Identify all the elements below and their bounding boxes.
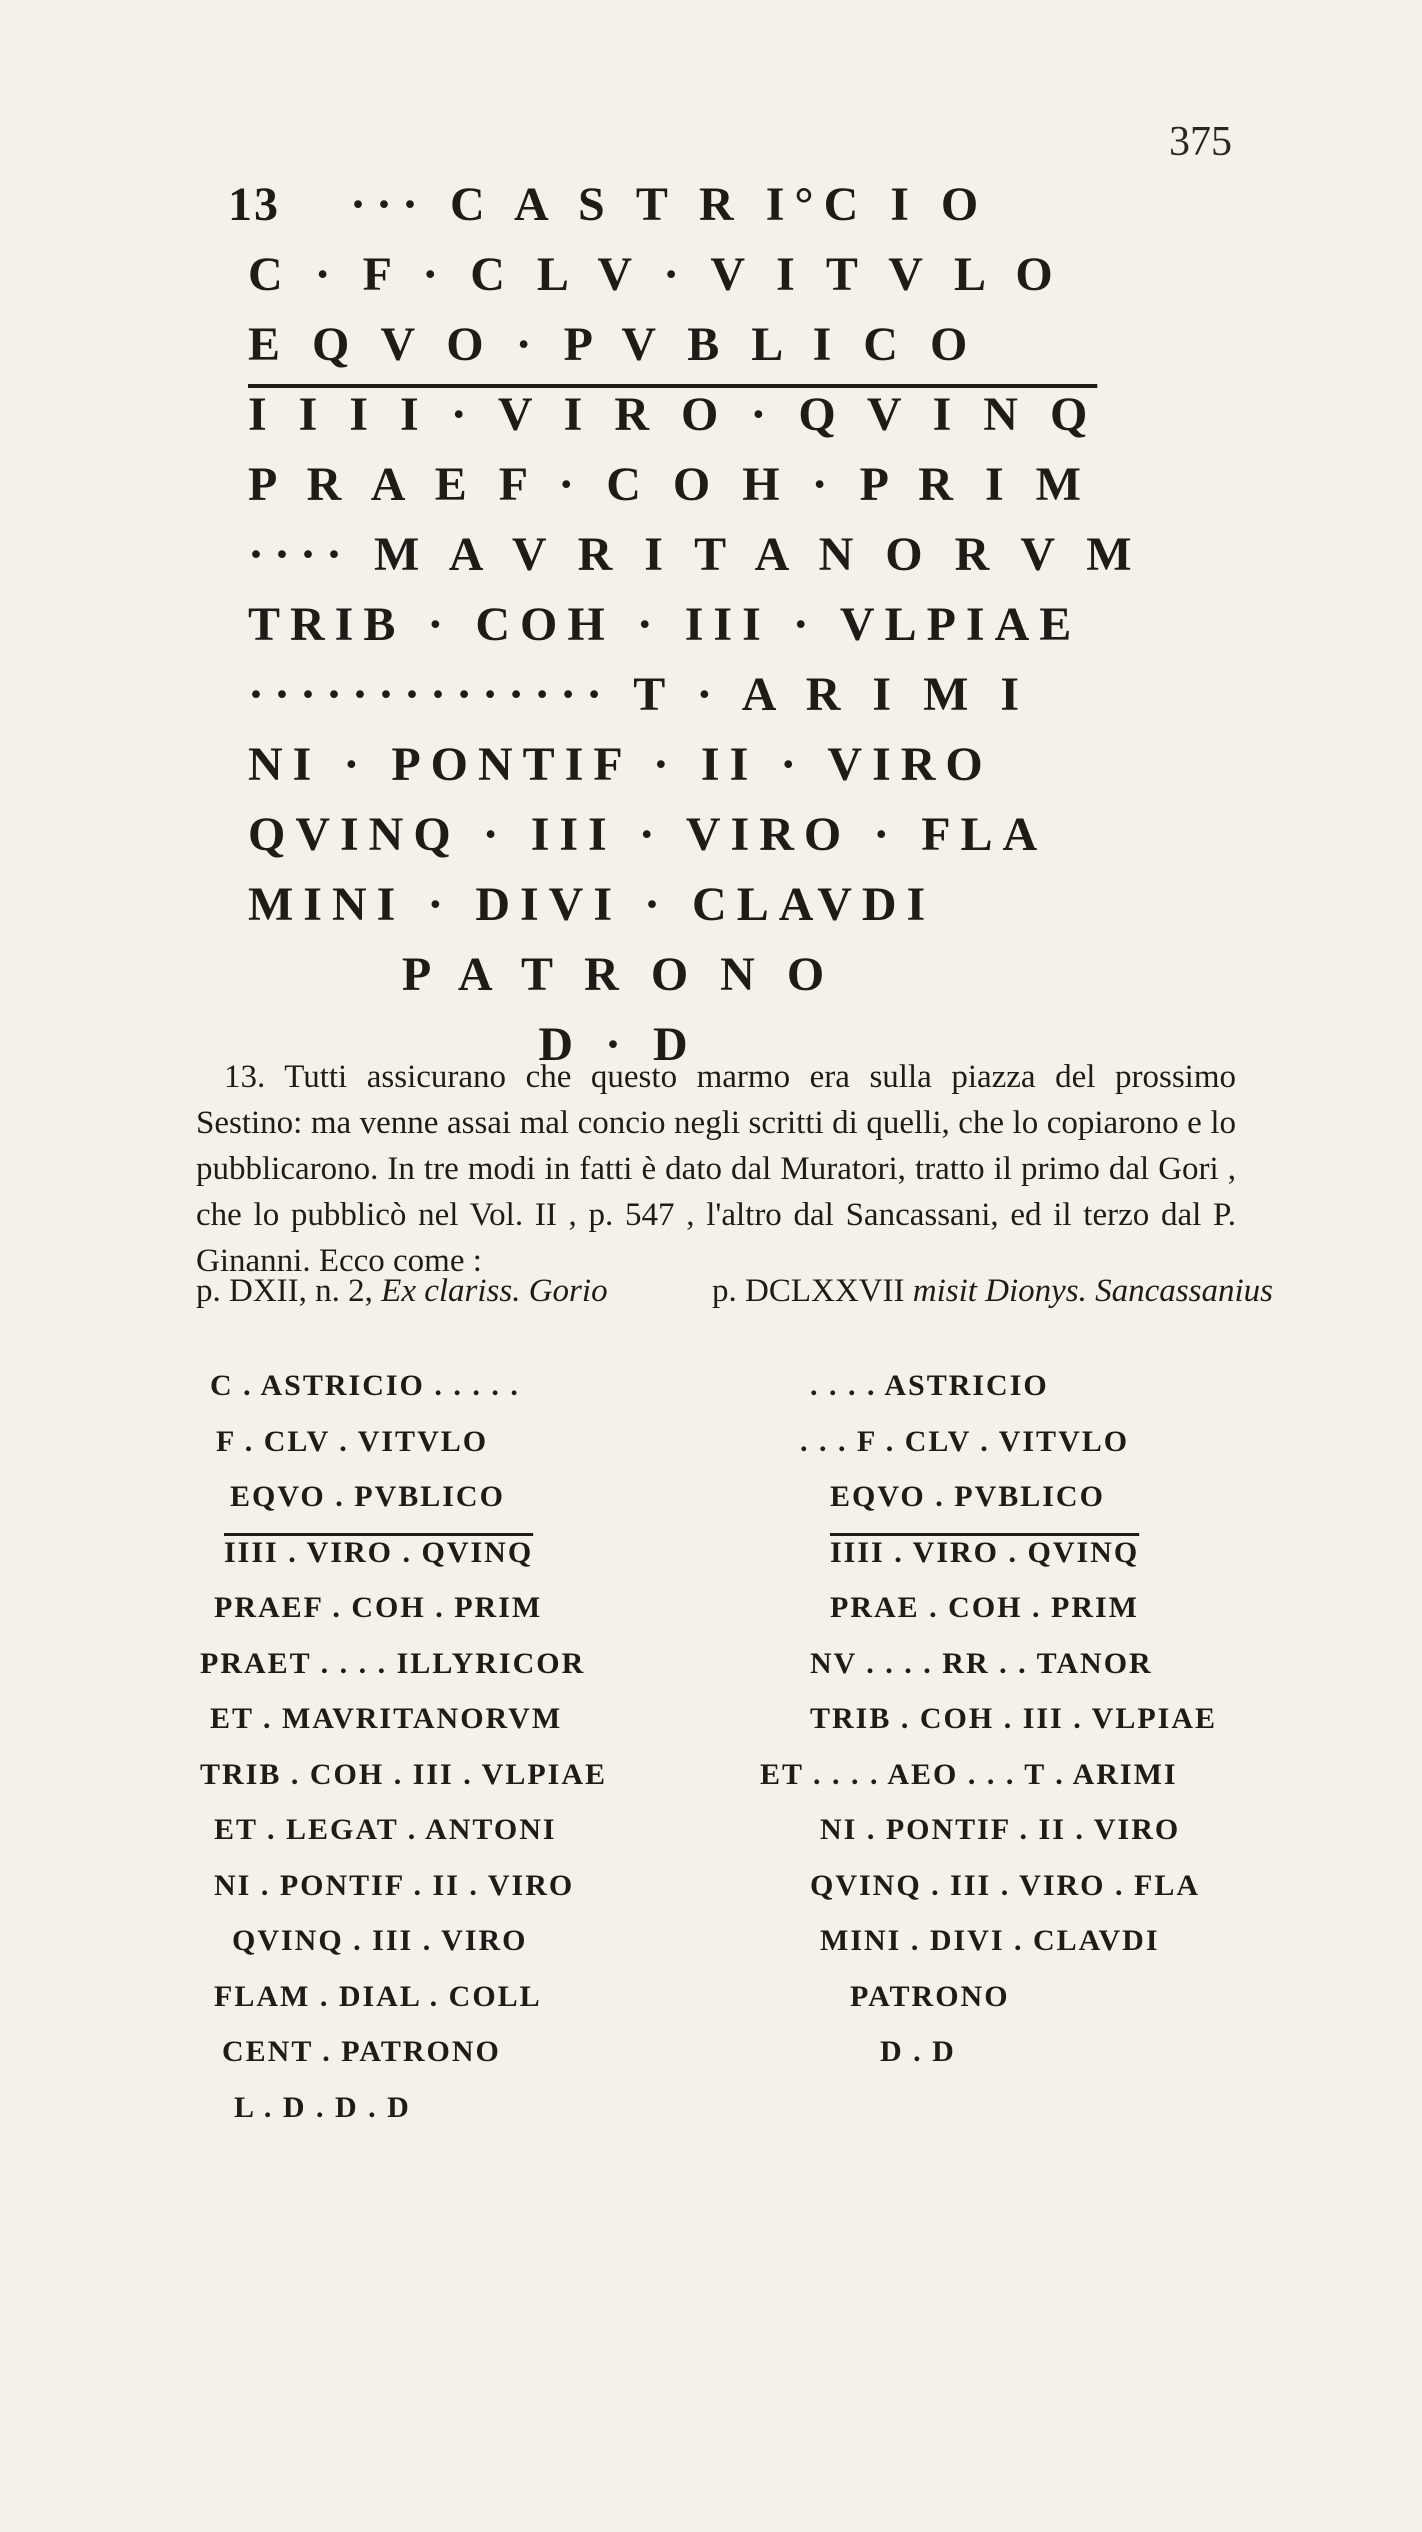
inscription-line: C · F · C L V · V I T V L O [248, 248, 1063, 301]
left-variant-source: Ex clariss. Gorio [381, 1273, 608, 1309]
commentary-text: 13. Tutti assicurano che questo marmo era sulla piazza del prossimo Sestino: ma venne assai mal concio negli scritti di quelli, che lo copiarono e lo pubblicarono. In tre modi in fatti è dato dal Muratori, tratto il primo dal Gori , che lo pubblicò nel Vol. II , p. 547 , l'altro dal Sancassani, ed il terzo dal P. Ginanni. Ecco come : [196, 1059, 1236, 1279]
variant-line: MINI . DIVI . CLAVDI [820, 1924, 1160, 1957]
right-variant-header [712, 1273, 1273, 1310]
variant-line: IIII . VIRO . QVINQ [830, 1535, 1140, 1569]
variant-line: IIII . VIRO . QVINQ [224, 1535, 534, 1569]
variant-line: PRAEF . COH . PRIM [214, 1591, 543, 1624]
variant-line: ET . MAVRITANORVM [210, 1702, 563, 1735]
inscription-line: MINI · DIVI · CLAVDI [248, 878, 936, 931]
inscription-line: E Q V O · P V B L I C O [248, 318, 978, 371]
variant-line: ET . LEGAT . ANTONI [214, 1813, 557, 1846]
inscription-line: TRIB · COH · III · VLPIAE [248, 598, 1082, 651]
variant-line: CENT . PATRONO [222, 2035, 501, 2068]
variant-line: QVINQ . III . VIRO . FLA [810, 1868, 1200, 1902]
variant-line: PRAE . COH . PRIM [830, 1591, 1139, 1624]
inscription-number: 13 [228, 178, 280, 231]
variant-line: NI . PONTIF . II . VIRO [214, 1868, 575, 1902]
variant-line: ET . . . . AEO . . . T . ARIMI [760, 1757, 1178, 1791]
inscription-line: ·············· T · A R I M I [248, 668, 1030, 721]
inscription-line: D · D [538, 1018, 698, 1071]
variant-line: TRIB . COH . III . VLPIAE [810, 1702, 1218, 1735]
left-variant-text [200, 1358, 608, 2135]
commentary-paragraph [196, 1054, 1236, 1284]
variant-line: L . D . D . D [234, 2090, 411, 2124]
variant-line: NI . PONTIF . II . VIRO [820, 1813, 1181, 1846]
variant-line: QVINQ . III . VIRO [232, 1924, 528, 1957]
left-variant-ref: p. DXII, n. 2, [196, 1273, 373, 1309]
inscription-line: P A T R O N O [401, 948, 835, 1001]
inscription-line: NI · PONTIF · II · VIRO [248, 738, 993, 791]
variant-line: NV . . . . RR . . TANOR [810, 1646, 1153, 1680]
variant-line: . . . F . CLV . VITVLO [800, 1424, 1130, 1458]
page-number: 375 [1169, 119, 1232, 165]
variant-line: TRIB . COH . III . VLPIAE [200, 1757, 608, 1791]
variant-line: PATRONO [850, 1979, 1010, 2013]
variant-line: FLAM . DIAL . COLL [214, 1979, 542, 2013]
inscription-line [228, 170, 1028, 240]
inscription-line: ···· M A V R I T A N O R V M [248, 528, 1142, 581]
main-inscription [228, 170, 1142, 1080]
inscription-line: QVINQ · III · VIRO · FLA [248, 808, 1048, 861]
variant-line: D . D [880, 2035, 956, 2068]
inscription-line: P R A E F · C O H · P R I M [248, 458, 1091, 511]
variant-line: PRAET . . . . ILLYRICOR [200, 1646, 586, 1680]
inscription-text: ··· C A S T R I°C I O [350, 178, 989, 231]
right-variant-ref: p. DCLXXVII [712, 1273, 905, 1309]
variant-line: EQVO . PVBLICO [830, 1480, 1105, 1513]
right-variant-text [760, 1358, 1218, 2080]
inscription-line: I I I I · V I R O · Q V I N Q [248, 388, 1098, 441]
left-variant-header [196, 1273, 608, 1310]
variant-line: C . ASTRICIO . . . . . [210, 1369, 520, 1402]
variant-line: . . . . ASTRICIO [810, 1369, 1049, 1402]
variant-line: F . CLV . VITVLO [216, 1424, 489, 1458]
right-variant-source: misit Dionys. Sancassanius [912, 1273, 1273, 1309]
variant-line: EQVO . PVBLICO [230, 1480, 505, 1513]
